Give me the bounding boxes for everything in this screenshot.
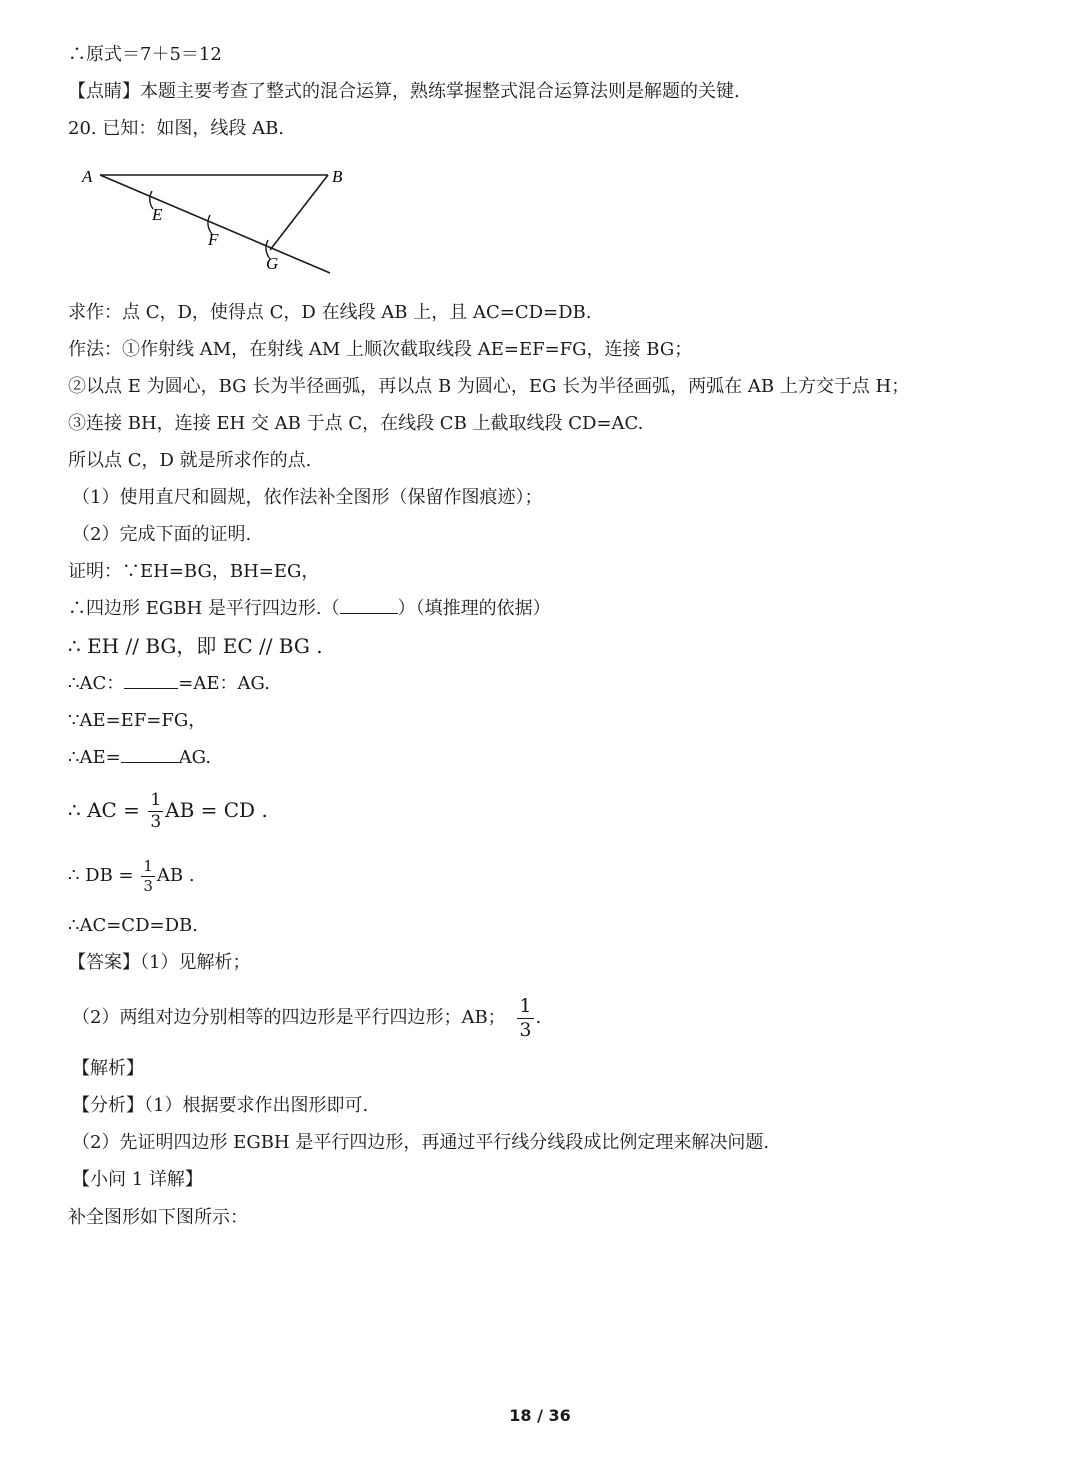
answer-part-2-text: （2）两组对边分别相等的四边形是平行四边形；AB；	[72, 1007, 506, 1028]
proof-conclusion: ∴AC=CD=DB.	[68, 915, 198, 936]
reason-blank	[340, 613, 398, 614]
ray-am	[100, 175, 330, 273]
proof-equal-segments: ∵AE=EF=FG，	[68, 710, 207, 731]
fraction-one-third	[517, 994, 533, 1041]
answer-part-2	[72, 996, 541, 1040]
detail-text: 补全图形如下图所示：	[68, 1207, 248, 1228]
line-result: ∴原式＝7＋5＝12	[68, 44, 222, 65]
fraction-numerator: 1	[519, 994, 532, 1017]
proof-db-tail: AB .	[156, 865, 195, 886]
analysis-part-1: 【分析】（1）根据要求作出图形即可.	[72, 1095, 369, 1116]
proof-ac-text: ∴ AC =	[68, 798, 140, 822]
subquestion-1: （1）使用直尺和圆规，依作法补全图形（保留作图痕迹）；	[72, 487, 543, 508]
proof-parallelogram-tail: ）（填推理的依据）	[397, 598, 551, 619]
label-b: B	[332, 167, 343, 186]
proof-db-text: ∴ DB =	[68, 865, 134, 886]
proof-ae-tail: AG.	[178, 747, 212, 768]
proof-ae	[68, 746, 211, 770]
label-f: F	[208, 230, 219, 249]
fraction-one-third	[148, 792, 163, 831]
analysis-heading: 【解析】	[72, 1058, 144, 1079]
proof-ratio	[68, 672, 270, 696]
fraction-denominator: 3	[150, 812, 162, 832]
segment-ab-figure	[76, 160, 356, 280]
task-statement: 求作：点 C，D，使得点 C，D 在线段 AB 上，且 AC=CD=DB.	[68, 302, 592, 323]
proof-start: 证明：∵EH=BG，BH=EG，	[68, 561, 320, 582]
fraction-denominator: 3	[143, 876, 153, 895]
proof-parallelogram-text: ∴四边形 EGBH 是平行四边形.（	[68, 598, 340, 619]
proof-ac-tail: AB = CD .	[165, 798, 268, 822]
method-conclusion: 所以点 C，D 就是所求作的点.	[68, 450, 312, 471]
ae-blank	[121, 762, 179, 763]
proof-ae-text: ∴AE=	[68, 747, 121, 768]
label-g: G	[266, 254, 279, 273]
fraction-numerator: 1	[150, 790, 162, 810]
proof-parallelogram	[68, 597, 551, 621]
fraction-denominator: 3	[519, 1018, 532, 1041]
subquestion-2: （2）完成下面的证明.	[72, 524, 252, 545]
proof-db-third	[68, 854, 195, 898]
proof-ac-third	[68, 788, 268, 832]
line-comment: 【点睛】本题主要考查了整式的混合运算，熟练掌握整式混合运算法则是解题的关键.	[68, 81, 740, 102]
page-number: 18 / 36	[509, 1406, 571, 1425]
label-e: E	[152, 205, 163, 224]
label-a: A	[82, 167, 93, 186]
proof-parallel: ∴ EH // BG，即 EC // BG .	[68, 634, 323, 658]
question-20-title: 20. 已知：如图，线段 AB.	[68, 118, 285, 139]
detail-heading: 【小问 1 详解】	[72, 1169, 203, 1190]
fraction-numerator: 1	[143, 856, 153, 875]
proof-ratio-text: ∴AC：	[68, 673, 125, 694]
method-step-3: ③连接 BH，连接 EH 交 AB 于点 C，在线段 CB 上截取线段 CD=AC.	[68, 413, 644, 434]
answer-part-2-tail: .	[535, 1007, 542, 1028]
analysis-part-2: （2）先证明四边形 EGBH 是平行四边形，再通过平行线分线段成比例定理来解决问题.	[72, 1132, 770, 1153]
method-step-2: ②以点 E 为圆心，BG 长为半径画弧，再以点 B 为圆心，EG 长为半径画弧，两弧在 AB 上方交于点 H；	[68, 376, 910, 397]
proof-ratio-tail: =AE：AG.	[178, 673, 270, 694]
answer-heading: 【答案】（1）见解析；	[68, 952, 251, 973]
method-step-1: 作法：①作射线 AM，在射线 AM 上顺次截取线段 AE=EF=FG，连接 BG；	[68, 339, 693, 360]
ratio-blank	[124, 688, 178, 689]
segment-bg	[270, 175, 328, 250]
fraction-one-third	[141, 856, 155, 895]
